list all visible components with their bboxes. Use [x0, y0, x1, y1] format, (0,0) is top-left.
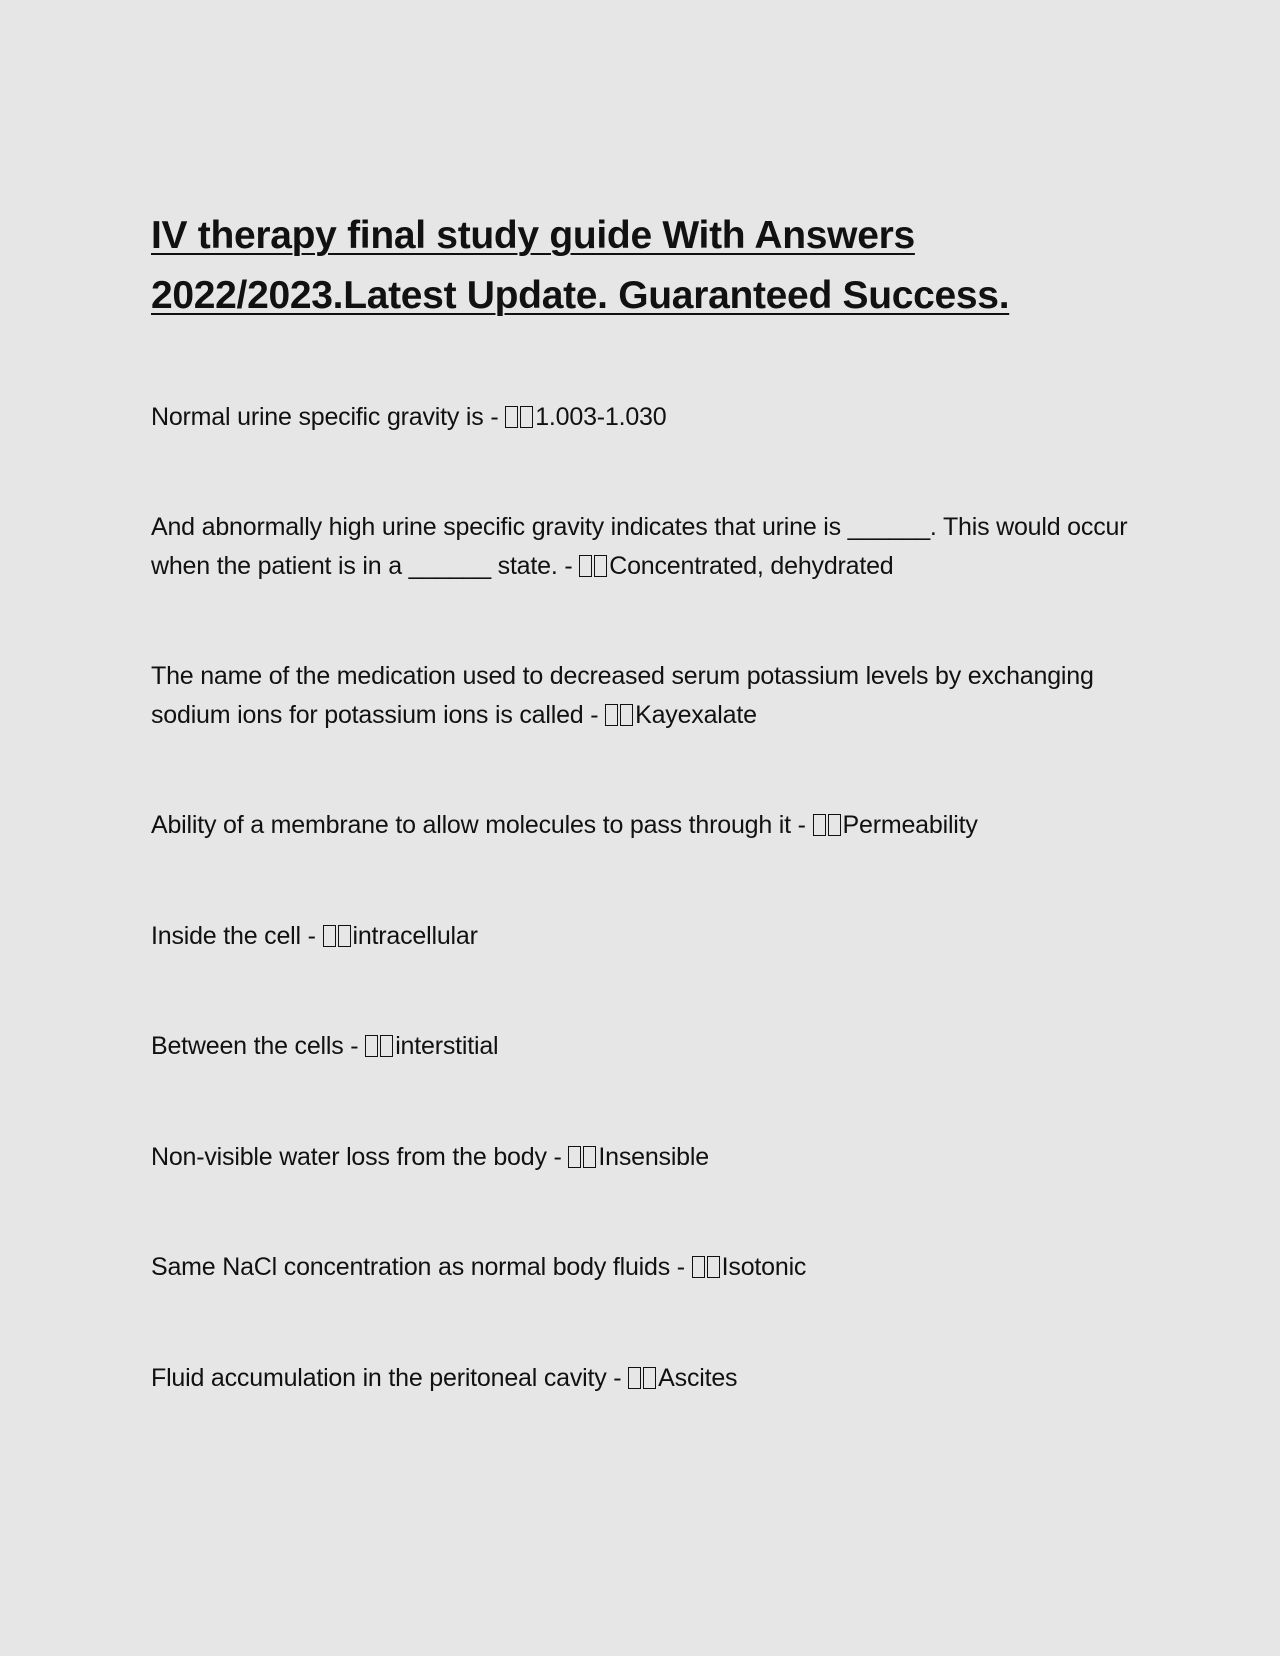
- missing-glyph-box-icon: [338, 925, 351, 947]
- separator: -: [606, 1364, 629, 1392]
- missing-glyph-box-icon: [520, 406, 533, 428]
- answer-text: Permeability: [842, 811, 978, 839]
- missing-glyph-box-icon: [323, 925, 336, 947]
- missing-glyph-box-icon: [365, 1035, 378, 1057]
- qa-item: [151, 806, 1161, 845]
- missing-glyph-box-icon: [628, 1367, 641, 1389]
- question-text: Between the cells: [151, 1032, 344, 1060]
- separator: -: [670, 1253, 692, 1281]
- answer-text: Ascites: [658, 1364, 738, 1392]
- missing-glyph-box-icon: [828, 814, 841, 836]
- question-text: Same NaCl concentration as normal body fluids: [151, 1253, 671, 1281]
- missing-glyph-box-icon: [594, 555, 607, 577]
- question-text: Inside the cell: [151, 922, 301, 950]
- question-text: Fluid accumulation in the peritoneal cavity: [151, 1364, 607, 1392]
- missing-glyph-box-icon: [620, 704, 633, 726]
- separator: -: [343, 1032, 366, 1060]
- answer-text: Isotonic: [721, 1253, 807, 1281]
- qa-item: [151, 1248, 1161, 1287]
- qa-item: [151, 1359, 1161, 1398]
- missing-glyph-box-icon: [380, 1035, 393, 1057]
- qa-item: [151, 657, 1161, 735]
- answer-text: interstitial: [395, 1032, 499, 1060]
- qa-item: [151, 1138, 1161, 1177]
- answer-text: Insensible: [598, 1143, 709, 1171]
- separator: -: [546, 1143, 569, 1171]
- qa-item: [151, 1027, 1161, 1066]
- title-line-2: 2022/2023.Latest Update. Guaranteed Success.: [151, 274, 1010, 317]
- document-title: [151, 206, 1151, 326]
- separator: -: [790, 811, 813, 839]
- question-text: The name of the medication used to decreased serum potassium levels by exchanging sodium ions for potassium ions is called: [151, 662, 1094, 729]
- qa-item: [151, 508, 1161, 586]
- title-line-1: IV therapy final study guide With Answers: [151, 214, 915, 257]
- missing-glyph-box-icon: [568, 1146, 581, 1168]
- separator: -: [557, 552, 580, 580]
- separator: -: [300, 922, 323, 950]
- answer-text: Concentrated, dehydrated: [609, 552, 894, 580]
- question-text: And abnormally high urine specific gravity indicates that urine is ______. This would occur when the patient is in a ______ state.: [151, 513, 1128, 580]
- answer-text: 1.003-1.030: [535, 403, 667, 431]
- missing-glyph-box-icon: [505, 406, 518, 428]
- missing-glyph-box-icon: [605, 704, 618, 726]
- missing-glyph-box-icon: [707, 1256, 720, 1278]
- question-text: Non-visible water loss from the body: [151, 1143, 547, 1171]
- missing-glyph-box-icon: [692, 1256, 705, 1278]
- missing-glyph-box-icon: [813, 814, 826, 836]
- missing-glyph-box-icon: [643, 1367, 656, 1389]
- missing-glyph-box-icon: [583, 1146, 596, 1168]
- question-text: Ability of a membrane to allow molecules to pass through it: [151, 811, 791, 839]
- qa-item: [151, 398, 1161, 437]
- separator: -: [483, 403, 506, 431]
- question-text: Normal urine specific gravity is: [151, 403, 484, 431]
- separator: -: [583, 701, 606, 729]
- missing-glyph-box-icon: [579, 555, 592, 577]
- answer-text: Kayexalate: [635, 701, 757, 729]
- answer-text: intracellular: [352, 922, 478, 950]
- qa-item: [151, 917, 1161, 956]
